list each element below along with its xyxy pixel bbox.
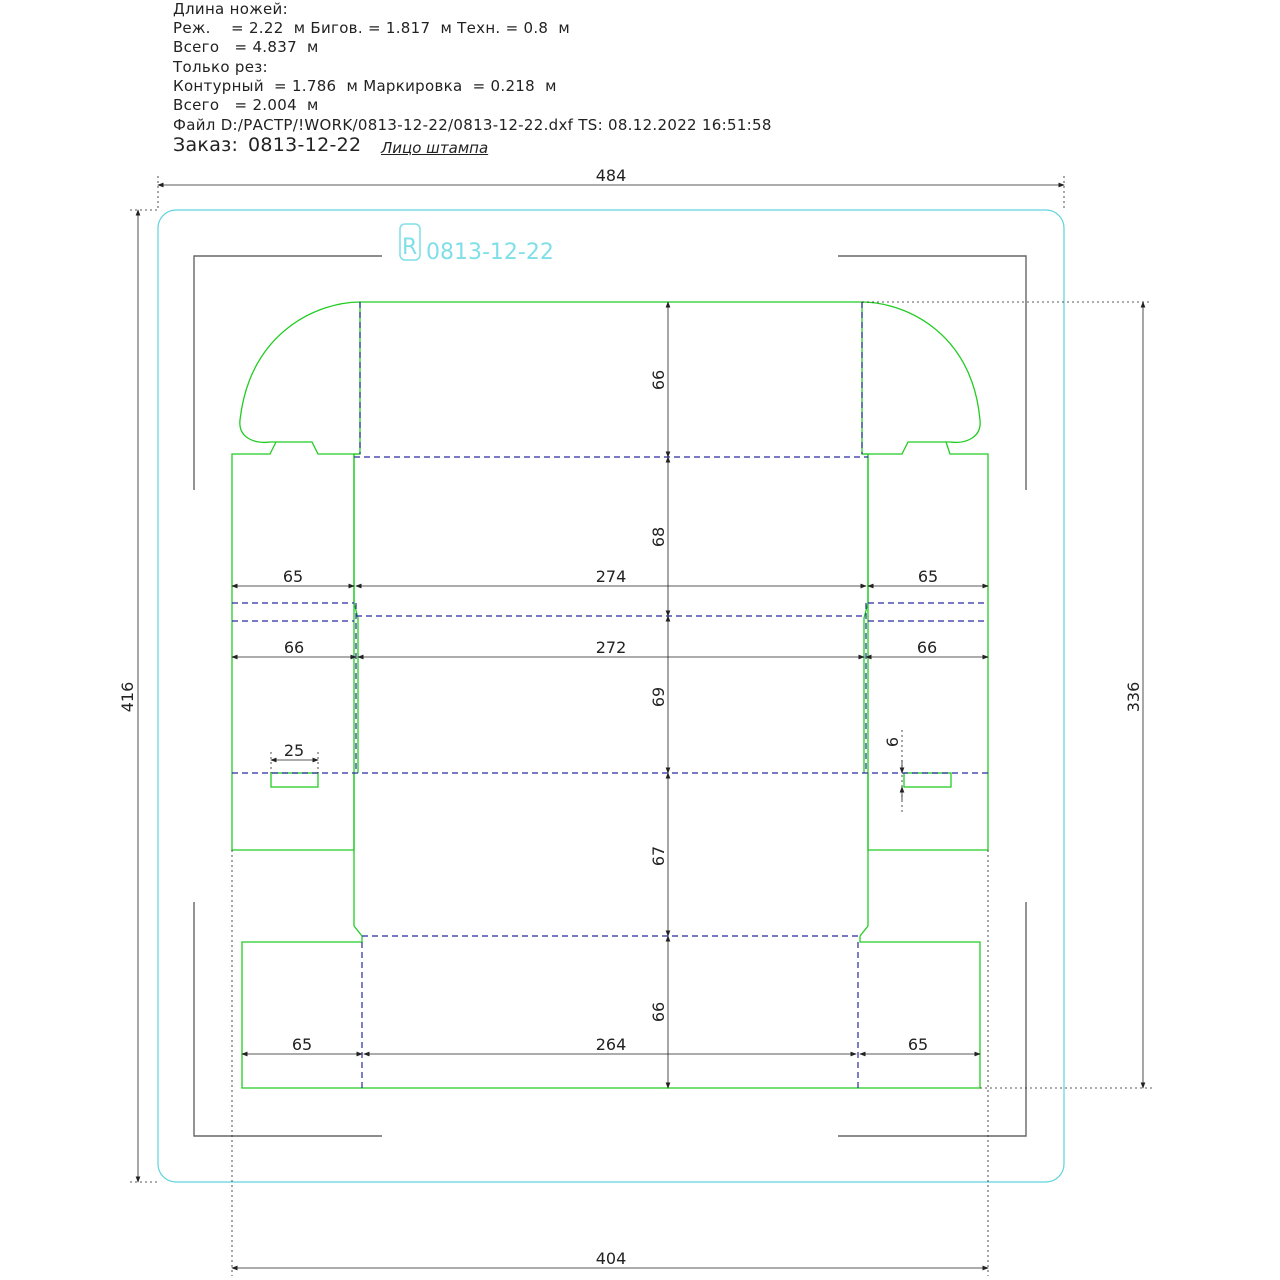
dim-row1-mid: 274 [595, 567, 627, 586]
dim-row2-left: 66 [283, 638, 305, 657]
dim-row1-right: 65 [917, 567, 939, 586]
header-cut-only-title: Только рез: [173, 58, 268, 76]
dim-row1-left: 65 [282, 567, 304, 586]
dim-row2-mid: 272 [595, 638, 627, 657]
header-order-number: 0813-12-22 [248, 134, 362, 156]
header-cut-crease-tech: Реж. = 2.22 м Бигов. = 1.817 м Техн. = 0.8 м [173, 19, 571, 37]
dim-bottom-width: 404 [595, 1249, 627, 1268]
dimension-lines [130, 176, 1152, 1276]
logo-mark: R [402, 235, 418, 260]
header-order-label: Заказ: [173, 134, 239, 156]
dim-row3-left: 65 [291, 1035, 313, 1054]
dim-row2-right: 66 [916, 638, 938, 657]
header-file-path: Файл D:/РАСТР/!WORK/0813-12-22/0813-12-22.dxf TS: 08.12.2022 16:51:58 [173, 116, 772, 134]
company-logo [400, 224, 554, 265]
dim-row3-mid: 264 [595, 1035, 627, 1054]
crease-lines [232, 302, 988, 1088]
dim-v2: 68 [649, 526, 668, 548]
header-total: Всего = 4.837 м [173, 38, 319, 56]
dim-v5: 66 [649, 1001, 668, 1023]
dim-v1: 66 [649, 369, 668, 391]
header-cut-length-title: Длина ножей: [173, 0, 288, 18]
corner-marks [194, 256, 1026, 1136]
dim-die-height: 336 [1124, 681, 1143, 713]
header-contour-marking: Контурный = 1.786 м Маркировка = 0.218 м [173, 77, 557, 95]
dim-overall-height: 416 [118, 681, 137, 713]
header-face-label: Лицо штампа [381, 139, 489, 157]
dim-v4: 67 [649, 845, 668, 867]
dim-slot-height: 6 [883, 736, 902, 748]
dim-v3: 69 [649, 686, 668, 708]
logo-order-text: 0813-12-22 [426, 240, 554, 265]
header-total-cut: Всего = 2.004 м [173, 96, 319, 114]
dim-overall-width: 484 [595, 166, 627, 185]
dim-row3-right: 65 [907, 1035, 929, 1054]
dim-slot-width: 25 [283, 741, 305, 760]
cut-lines [232, 302, 988, 1088]
